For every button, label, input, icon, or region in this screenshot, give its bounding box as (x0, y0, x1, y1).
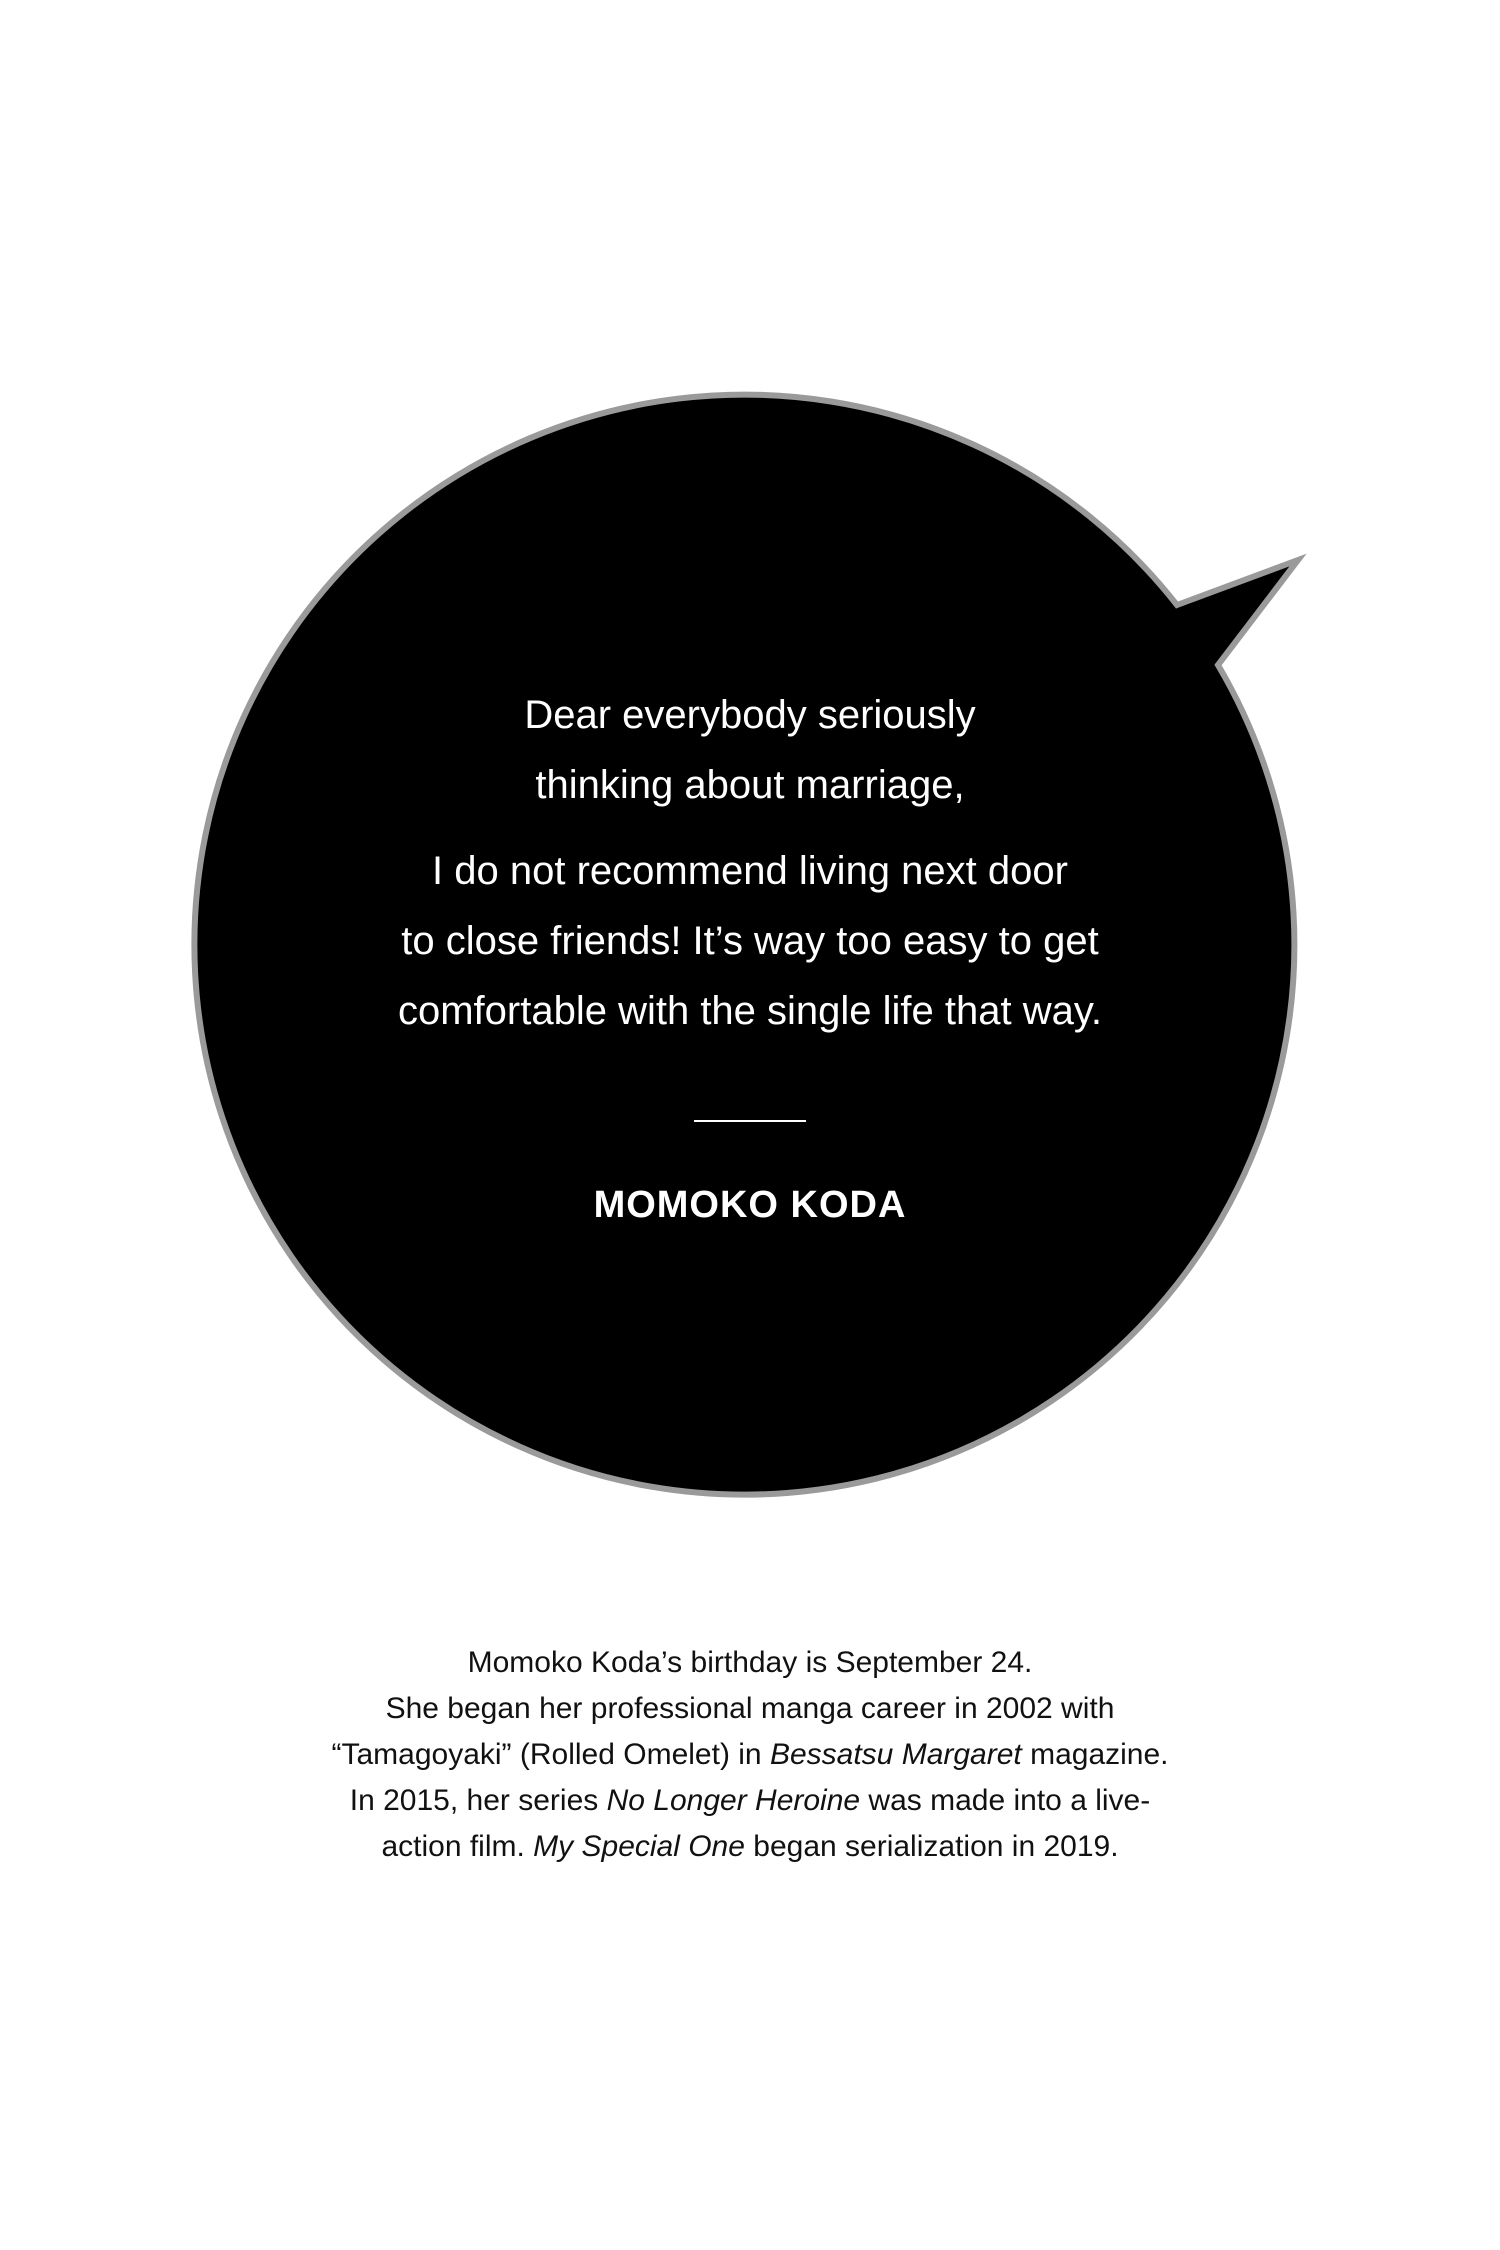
quote-body (300, 836, 1200, 1046)
quote-body-line: comfortable with the single life that way. (397, 989, 1103, 1033)
divider (694, 1120, 806, 1122)
series-title: My Special One (533, 1830, 745, 1863)
author-bio (250, 1640, 1250, 1870)
bio-text: In 2015, her series (349, 1784, 607, 1817)
quote-body-line: I do not recommend living next door (432, 849, 1068, 893)
quote-salutation-line: Dear everybody seriously (524, 693, 976, 737)
bio-text: Momoko Koda’s birthday is September 24. (467, 1646, 1033, 1679)
quote-body-line: to close friends! It’s way too easy to get (401, 919, 1099, 963)
bio-line (250, 1640, 1250, 1686)
bio-line (250, 1778, 1250, 1824)
bio-text: was made into a live- (860, 1784, 1151, 1817)
bio-line (250, 1824, 1250, 1870)
quote-salutation-line: thinking about marriage, (535, 763, 965, 807)
bio-text: “Tamagoyaki” (Rolled Omelet) in (331, 1738, 770, 1771)
quote-block (300, 680, 1200, 1227)
bio-text: began serialization in 2019. (744, 1830, 1119, 1863)
bio-text: magazine. (1021, 1738, 1169, 1771)
bio-line (250, 1686, 1250, 1732)
bio-text: action film. (381, 1830, 534, 1863)
bio-line (250, 1732, 1250, 1778)
series-title: No Longer Heroine (606, 1784, 861, 1817)
quote-signature: MOMOKO KODA (593, 1184, 907, 1226)
magazine-title: Bessatsu Margaret (769, 1738, 1022, 1771)
bio-text: She began her professional manga career in 2002 with (385, 1692, 1115, 1725)
